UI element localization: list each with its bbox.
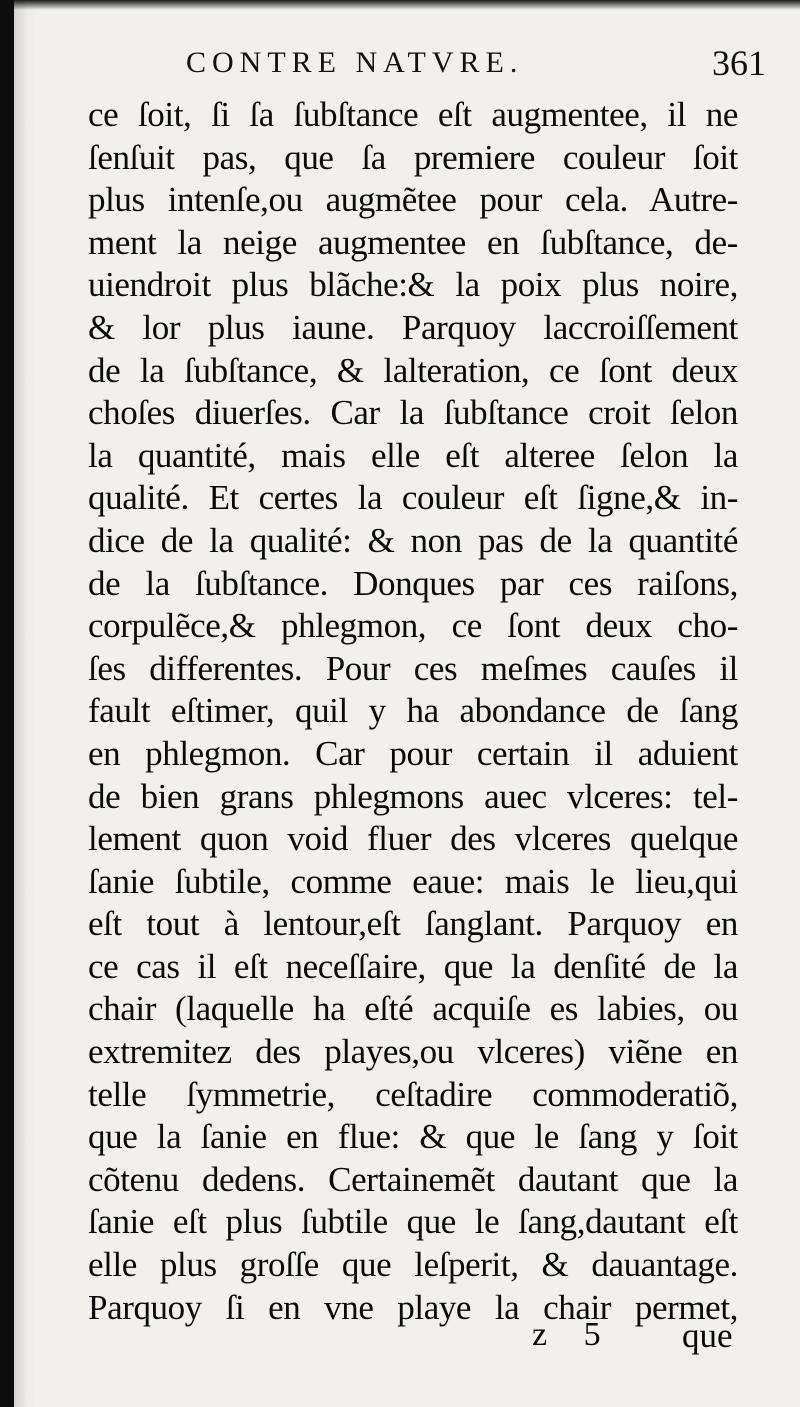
text-line: ce cas il eſt neceſſaire, que la denſité de la — [88, 946, 738, 986]
text-line: dice de la qualité: & non pas de la quantité — [88, 520, 738, 560]
page-gutter — [14, 0, 36, 1407]
body-text — [88, 94, 738, 1329]
text-line: de la ſubſtance. Donques par ces raiſons, — [88, 563, 738, 603]
text-line: ſanie eſt plus ſubtile que le ſang,dautant eſt — [88, 1202, 738, 1242]
text-line: ſenſuit pas, que ſa premiere couleur ſoit — [88, 137, 738, 177]
running-title: CONTRE NATVRE. — [186, 46, 524, 79]
text-line: & lor plus iaune. Parquoy laccroiſſement — [88, 307, 738, 347]
text-line: choſes diuerſes. Car la ſubſtance croit ſelon — [88, 393, 738, 433]
text-line: fault eſtimer, quil y ha abondance de ſang — [88, 691, 738, 731]
text-line: lement quon void fluer des vlceres quelque — [88, 819, 738, 859]
book-page — [14, 0, 800, 1407]
text-line: ce ſoit, ſi ſa ſubſtance eſt augmentee, il ne — [88, 95, 738, 134]
text-line: plus intenſe,ou augmẽtee pour cela. Autre- — [88, 180, 738, 220]
text-line: cõtenu dedens. Certainemẽt dautant que la — [88, 1159, 738, 1199]
text-line: en phlegmon. Car pour certain il aduient — [88, 733, 738, 773]
text-line: Parquoy ſi en vne playe la chair permet, — [88, 1287, 738, 1327]
signature-mark: z 5 — [532, 1316, 615, 1353]
text-line: que la ſanie en flue: & que le ſang y ſoit — [88, 1117, 738, 1157]
text-line: eſt tout à lentour,eſt ſanglant. Parquoy en — [88, 904, 738, 944]
text-line: de bien grans phlegmons auec vlceres: tel- — [88, 776, 738, 816]
text-line: chair (laquelle ha eſté acquiſe es labies, ou — [88, 989, 738, 1029]
text-line: telle ſymmetrie, ceſtadire commoderatiõ, — [88, 1074, 738, 1114]
text-line: elle plus groſſe que leſperit, & dauantage. — [88, 1245, 738, 1285]
text-line: extremitez des playes,ou vlceres) viẽne en — [88, 1032, 738, 1072]
text-line: ment la neige augmentee en ſubſtance, de- — [88, 222, 738, 262]
text-line: ſes differentes. Pour ces meſmes cauſes il — [88, 648, 738, 688]
catchword: que — [682, 1316, 733, 1355]
page-top-shadow — [14, 0, 800, 10]
text-line: corpulẽce,& phlegmon, ce ſont deux cho- — [88, 606, 738, 646]
text-line: la quantité, mais elle eſt alteree ſelon la — [88, 435, 738, 475]
text-line: de la ſubſtance, & lalteration, ce ſont deux — [88, 350, 738, 390]
text-line: uiendroit plus blãche:& la poix plus noire, — [88, 265, 738, 305]
text-line: ſanie ſubtile, comme eaue: mais le lieu,qui — [88, 861, 738, 901]
text-line: qualité. Et certes la couleur eſt ſigne,& in- — [88, 478, 738, 518]
page-number: 361 — [712, 43, 766, 83]
